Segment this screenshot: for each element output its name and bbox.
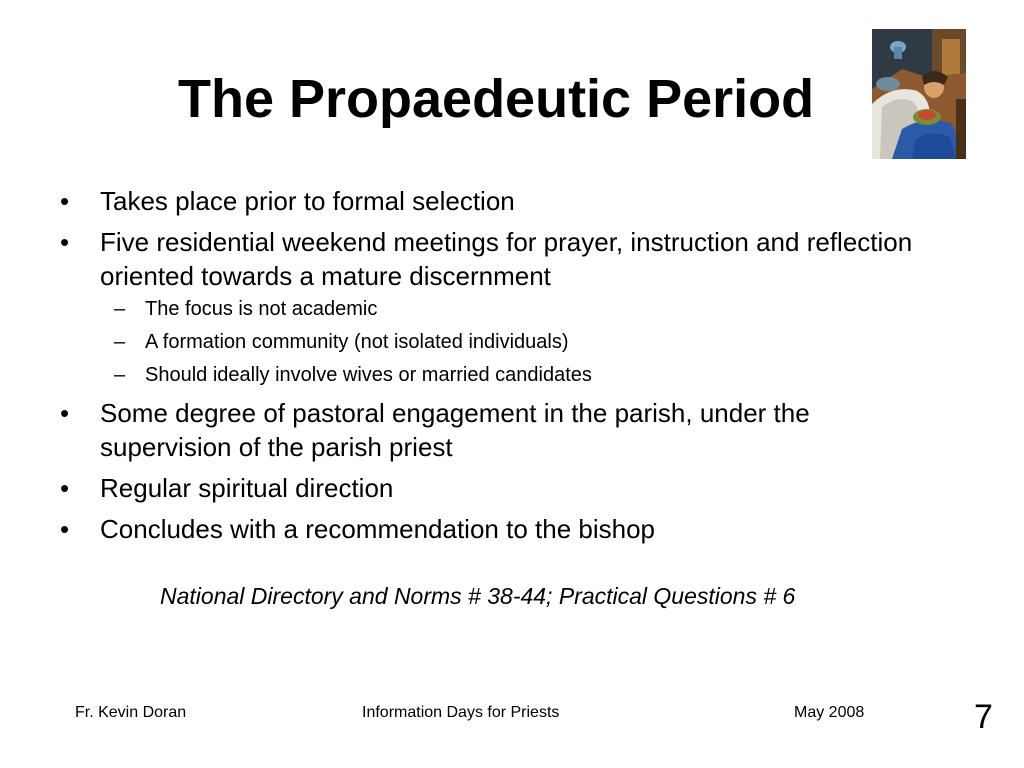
dash-icon: – [114,331,126,353]
bullet-text: Takes place prior to formal selection [100,186,515,216]
dash-icon: – [114,364,126,386]
bullet-icon: • [60,473,70,503]
sub-bullet-item [100,330,918,355]
footer-event: Information Days for Priests [362,704,560,721]
bullet-item [58,471,918,505]
bullet-icon: • [60,227,70,257]
bullet-icon: • [60,514,70,544]
bullet-item [58,225,918,388]
sub-bullet-item [100,363,918,388]
religious-painting-icon [872,29,966,159]
page-number: 7 [974,698,993,736]
bullet-text: Five residential weekend meetings for prayer, instruction and reflection oriented towards a mature discernment [100,227,913,291]
footer-date: May 2008 [794,704,865,721]
bullet-icon: • [60,186,70,216]
sub-bullet-text: Should ideally involve wives or married candidates [145,364,592,386]
bullet-item [58,184,918,218]
dash-icon: – [114,298,126,320]
footer-author: Fr. Kevin Doran [75,704,187,721]
sub-bullet-text: The focus is not academic [145,298,378,320]
sub-bullet-text: A formation community (not isolated individuals) [145,331,569,353]
bullet-list [58,184,918,546]
bullet-text: Regular spiritual direction [100,473,394,503]
slide-body [58,184,918,553]
bullet-text: Concludes with a recommendation to the bishop [100,514,655,544]
sub-bullet-list [100,297,918,388]
bullet-item [58,396,918,464]
bullet-item [58,512,918,546]
slide-title: The Propaedeutic Period [178,69,815,129]
citation: National Directory and Norms # 38-44; Practical Questions # 6 [160,583,796,609]
bullet-text: Some degree of pastoral engagement in the parish, under the supervision of the parish priest [100,398,810,462]
sub-bullet-item [100,297,918,322]
bullet-icon: • [60,398,70,428]
